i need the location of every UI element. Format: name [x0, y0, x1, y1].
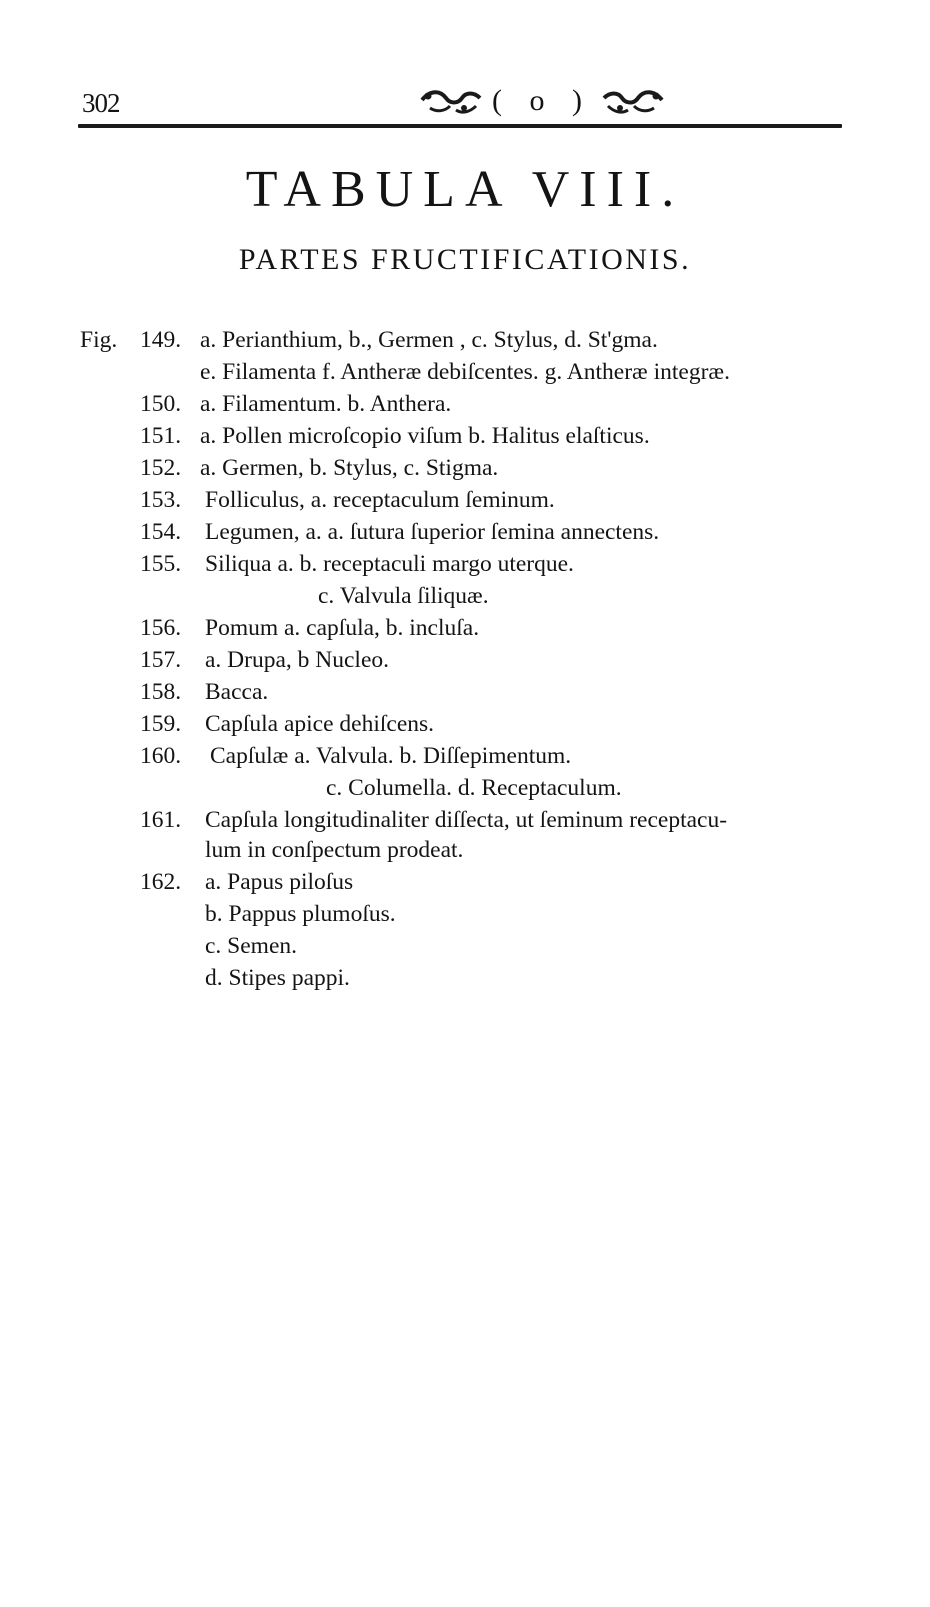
fig-description: Capſula apice dehiſcens. — [205, 711, 435, 737]
fig-description: Bacca. — [205, 679, 269, 705]
fig-description: a. Pollen microſcopio viſum b. Halitus elaſticus. — [200, 423, 650, 449]
fig-number: 158. — [140, 679, 182, 705]
fig-number: 150. — [140, 391, 182, 417]
fig-description: a. Drupa, b Nucleo. — [205, 647, 390, 673]
fig-description: Capſulæ a. Valvula. b. Diſſepimentum. — [210, 743, 572, 769]
fig-number: 159. — [140, 711, 182, 737]
fig-description: Siliqua a. b. receptaculi margo uterque. — [205, 551, 574, 577]
fig-description: a. Filamentum. b. Anthera. — [200, 391, 452, 417]
header-ornament — [420, 84, 664, 118]
fig-description: c. Valvula ſiliquæ. — [318, 583, 489, 609]
fig-number: 155. — [140, 551, 182, 577]
fig-description: c. Semen. — [205, 933, 298, 959]
fig-number: 161. — [140, 807, 182, 833]
flourish-left-icon — [420, 86, 484, 116]
fig-description: Legumen, a. a. ſutura ſuperior ſemina annectens. — [205, 519, 660, 545]
fig-description: e. Filamenta f. Antheræ debiſcentes. g. Antheræ integræ. — [200, 359, 730, 385]
fig-number: 152. — [140, 455, 182, 481]
fig-description: a. Germen, b. Stylus, c. Stigma. — [200, 455, 499, 481]
fig-number: 153. — [140, 487, 182, 513]
fig-description: a. Perianthium, b., Germen , c. Stylus, d. St'gma. — [200, 327, 658, 353]
fig-number: 160. — [140, 743, 182, 769]
fig-description: b. Pappus plumoſus. — [205, 901, 396, 927]
ornament-text: ( o ) — [492, 84, 592, 117]
header-rule — [78, 124, 842, 128]
running-head — [78, 82, 842, 128]
fig-description: c. Columella. d. Receptaculum. — [326, 775, 622, 801]
fig-description: Folliculus, a. receptaculum ſeminum. — [205, 487, 555, 513]
fig-number: 156. — [140, 615, 182, 641]
flourish-right-icon — [600, 86, 664, 116]
fig-prefix: Fig. — [80, 327, 118, 353]
fig-number: 151. — [140, 423, 182, 449]
fig-description: lum in conſpectum prodeat. — [205, 837, 464, 863]
fig-number: 157. — [140, 647, 182, 673]
page-subtitle: PARTES FRUCTIFICATIONIS. — [238, 243, 692, 276]
fig-number: 162. — [140, 869, 182, 895]
fig-description: Pomum a. capſula, b. incluſa. — [205, 615, 480, 641]
fig-number: 149. — [140, 327, 182, 353]
fig-description: d. Stipes pappi. — [205, 965, 350, 991]
page-title: TABULA VIII. — [245, 161, 685, 218]
page-number: 302 — [82, 88, 120, 118]
fig-number: 154. — [140, 519, 182, 545]
fig-description: a. Papus piloſus — [205, 869, 354, 895]
fig-description: Capſula longitudinaliter diſſecta, ut ſeminum receptacu- — [205, 807, 728, 833]
